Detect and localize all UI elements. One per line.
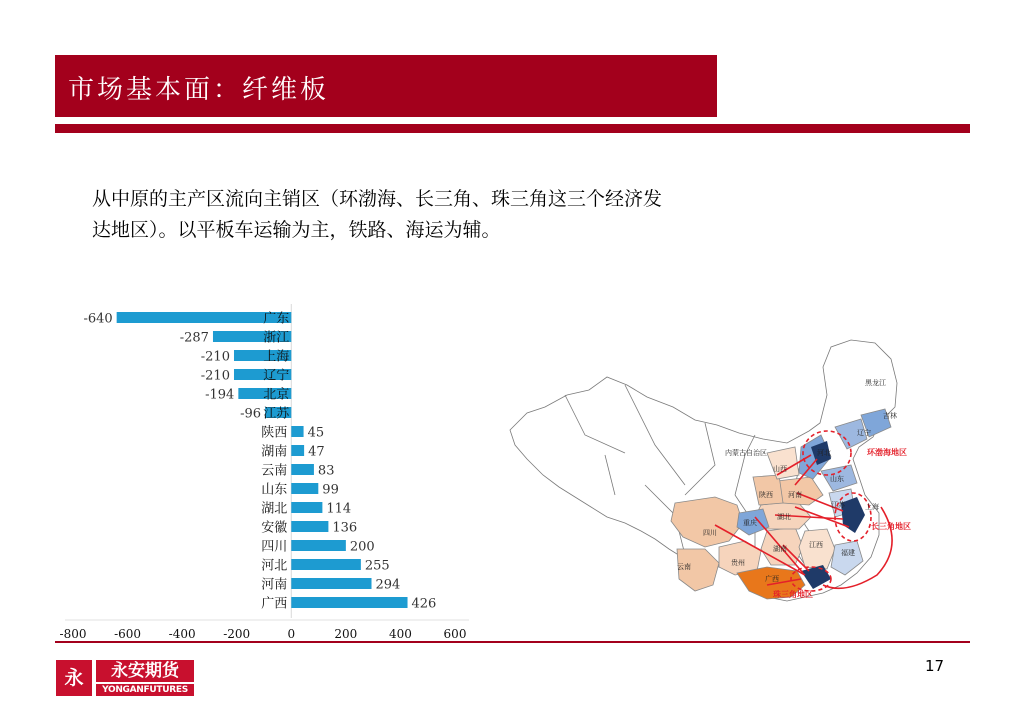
label-jiangsu: 江苏 [831, 501, 845, 509]
x-tick-2: -400 [168, 627, 196, 640]
company-logo [56, 660, 194, 696]
category-label-12: 四川 [261, 539, 288, 555]
label-jiangxi: 江西 [809, 541, 823, 549]
label-shandong: 山东 [830, 475, 844, 483]
bar-14 [291, 578, 371, 589]
footer-rule [55, 641, 970, 643]
body-line-2: 达地区）。以平板车运输为主，铁路、海运为辅。 [92, 219, 501, 241]
bar-11 [291, 521, 328, 532]
label-hubei: 湖北 [777, 513, 791, 521]
label-henan: 河南 [788, 491, 802, 499]
logo-name-cn: 永安期货 [96, 660, 194, 682]
title-bar [55, 55, 717, 117]
category-label-15: 广西 [261, 596, 288, 612]
category-label-10: 湖北 [261, 501, 288, 517]
value-label-6: 45 [307, 425, 325, 441]
label-chongqing: 重庆 [743, 519, 757, 527]
label-liaoning: 辽宁 [857, 429, 871, 437]
value-label-15: 426 [411, 596, 437, 612]
value-label-2: -210 [200, 349, 230, 365]
value-label-13: 255 [364, 558, 390, 574]
label-heilongjiang: 黑龙江 [865, 379, 886, 387]
label-pearl: 珠三角地区 [773, 590, 813, 599]
value-label-14: 294 [375, 577, 401, 593]
bar-6 [291, 426, 303, 437]
label-bohai: 环渤海地区 [867, 448, 907, 457]
value-label-1: -287 [179, 330, 209, 346]
category-label-14: 河南 [261, 577, 288, 593]
label-guangxi: 广西 [765, 575, 779, 583]
bar-15 [291, 597, 407, 608]
category-label-7: 湖南 [261, 444, 288, 460]
bar-10 [291, 502, 322, 513]
label-guizhou: 贵州 [731, 559, 745, 567]
x-tick-4: 0 [287, 627, 296, 640]
bar-12 [291, 540, 346, 551]
logo-mark: 永 [56, 660, 92, 696]
category-label-9: 山东 [261, 482, 288, 498]
value-label-5: -96 [240, 406, 262, 422]
category-label-11: 安徽 [261, 520, 288, 536]
category-label-2: 上海 [263, 349, 290, 365]
value-label-4: -194 [205, 387, 235, 403]
x-tick-7: 600 [443, 627, 467, 640]
bar-chart [55, 300, 475, 640]
label-yangtze: 长三角地区 [871, 522, 911, 531]
body-text [92, 184, 852, 246]
bar-7 [291, 445, 304, 456]
label-neimenggu: 内蒙古自治区 [725, 449, 767, 457]
page-number: 17 [925, 657, 945, 675]
x-tick-1: -600 [114, 627, 142, 640]
category-label-6: 陕西 [261, 425, 288, 441]
logo-name-en: YONGANFUTURES [96, 684, 194, 696]
category-label-3: 辽宁 [263, 368, 290, 384]
category-label-0: 广东 [263, 311, 290, 327]
category-label-5: 江苏 [263, 406, 290, 422]
x-tick-3: -200 [223, 627, 251, 640]
category-label-4: 北京 [263, 387, 290, 403]
value-label-11: 136 [332, 520, 358, 536]
x-tick-5: 200 [334, 627, 358, 640]
label-shanghai: 上海 [865, 503, 879, 511]
slide-title: 市场基本面：纤维板 [68, 75, 330, 105]
value-label-3: -210 [200, 368, 230, 384]
value-label-9: 99 [322, 482, 339, 498]
jiangxi-region [799, 529, 835, 569]
value-label-7: 47 [308, 444, 325, 460]
value-label-12: 200 [349, 539, 375, 555]
bar-9 [291, 483, 318, 494]
header-rule [55, 124, 970, 133]
x-tick-0: -800 [59, 627, 87, 640]
bar-8 [291, 464, 314, 475]
value-label-10: 114 [326, 501, 352, 517]
value-label-0: -640 [83, 311, 113, 327]
china-flow-map [505, 335, 950, 610]
value-label-8: 83 [317, 463, 335, 479]
label-jilin: 吉林 [883, 412, 897, 420]
body-line-1: 从中原的主产区流向主销区（环渤海、长三角、珠三角这三个经济发 [92, 188, 663, 210]
category-label-1: 浙江 [263, 330, 290, 346]
x-tick-6: 400 [388, 627, 412, 640]
bar-13 [291, 559, 361, 570]
label-shaanxi: 陕西 [759, 491, 773, 499]
label-hebei: 河北 [817, 449, 831, 457]
label-fujian: 福建 [841, 549, 855, 557]
category-label-8: 云南 [261, 463, 288, 479]
label-yunnan: 云南 [677, 563, 691, 571]
label-sichuan: 四川 [703, 529, 717, 537]
label-hunan: 湖南 [773, 545, 787, 553]
label-shanxi: 山西 [773, 465, 787, 473]
category-label-13: 河北 [261, 558, 288, 574]
